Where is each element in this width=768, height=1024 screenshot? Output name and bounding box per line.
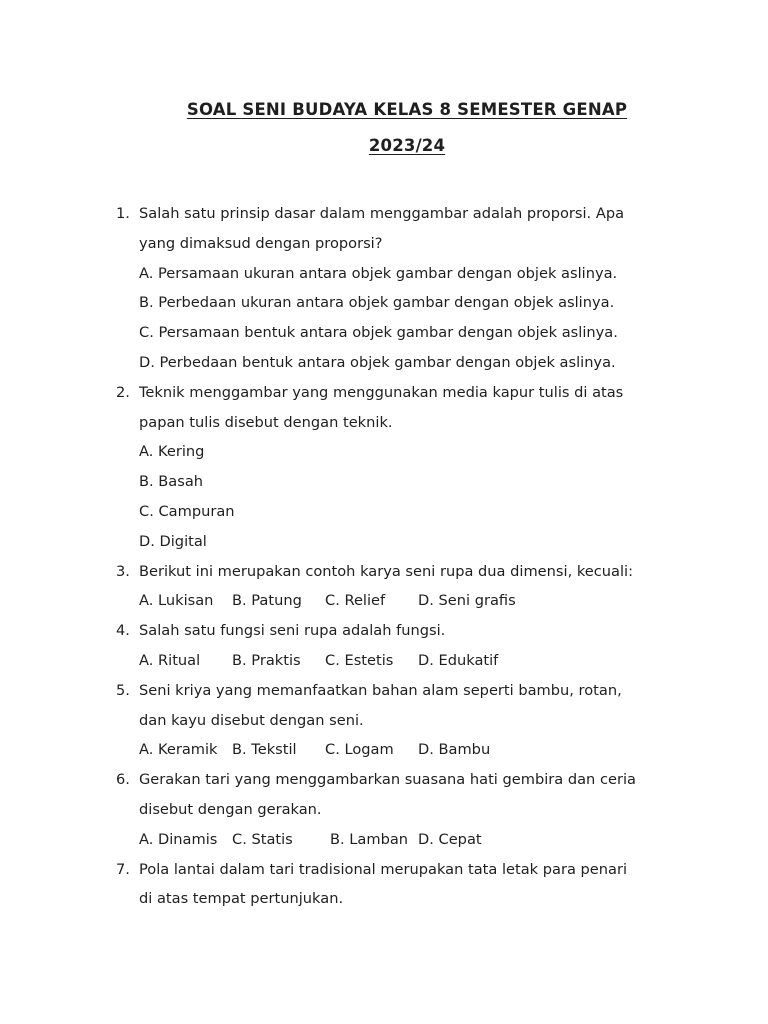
question-text: di atas tempat pertunjukan. [139,890,344,908]
answer-options-row [0,646,768,676]
question-number: 3. [116,562,130,580]
answer-options-row [0,586,768,616]
question-text: Seni kriya yang memanfaatkan bahan alam seperti bambu, rotan, [139,681,622,699]
question-6 [0,765,768,795]
document-title-year: 2023/24 [368,136,446,155]
question-text: papan tulis disebut dengan teknik. [139,413,393,431]
answer-options-row [0,735,768,765]
question-7 [0,855,768,885]
answer-option: D. Edukatif [418,651,499,669]
answer-option-line [0,318,768,348]
answer-option: D. Cepat [418,830,482,848]
question-text: Salah satu fungsi seni rupa adalah fungsi. [139,622,446,640]
answer-option: B. Perbedaan ukuran antara objek gambar dengan objek aslinya. [139,294,615,312]
question-2 [0,378,768,408]
answer-option: A. Ritual [139,651,201,669]
question-5 [0,676,768,706]
answer-option: B. Basah [139,473,204,491]
question-text: dan kayu disebut dengan seni. [139,711,364,729]
answer-option-line [0,348,768,378]
answer-option: B. Lamban [330,830,409,848]
question-number: 2. [116,383,130,401]
question-text: yang dimaksud dengan proporsi? [139,234,383,252]
answer-option: D. Perbedaan bentuk antara objek gambar dengan objek aslinya. [139,353,616,371]
question-number: 7. [116,860,130,878]
answer-options-row [0,825,768,855]
answer-option: C. Logam [325,741,394,759]
answer-option: A. Keramik [139,741,218,759]
question-text: disebut dengan gerakan. [139,800,322,818]
answer-option: B. Tekstil [232,741,297,759]
question-text: Berikut ini merupakan contoh karya seni rupa dua dimensi, kecuali: [139,562,633,580]
question-text-line [0,795,768,825]
question-text-line [0,408,768,438]
question-text: Salah satu prinsip dasar dalam menggambar adalah proporsi. Apa [139,205,625,222]
answer-option: B. Praktis [232,651,301,669]
answer-option: C. Estetis [325,651,394,669]
answer-option: B. Patung [232,592,302,610]
question-3 [0,557,768,587]
answer-option: C. Statis [232,830,293,848]
answer-option-line [0,437,768,467]
question-text-line [0,884,768,914]
answer-option-line [0,527,768,557]
question-text: Pola lantai dalam tari tradisional merupakan tata letak para penari [139,860,628,878]
answer-option: A. Persamaan ukuran antara objek gambar dengan objek aslinya. [139,264,618,282]
question-text-line [0,229,768,259]
document-title: SOAL SENI BUDAYA KELAS 8 SEMESTER GENAP [186,100,628,119]
answer-option-line [0,467,768,497]
answer-option: D. Bambu [418,741,491,759]
question-4 [0,616,768,646]
question-text: Teknik menggambar yang menggunakan media kapur tulis di atas [139,383,624,401]
answer-option: D. Digital [139,532,207,550]
answer-option-line [0,288,768,318]
answer-option: C. Persamaan bentuk antara objek gambar dengan objek aslinya. [139,324,618,342]
question-list [0,199,768,914]
question-number: 1. [116,205,130,222]
answer-option-line [0,497,768,527]
answer-option: C. Campuran [139,502,235,520]
question-text: Gerakan tari yang menggambarkan suasana hati gembira dan ceria [139,771,636,789]
answer-option-line [0,259,768,289]
question-number: 4. [116,622,130,640]
question-number: 6. [116,771,130,789]
question-number: 5. [116,681,130,699]
question-text-line [0,706,768,736]
question-1 [0,199,768,229]
answer-option: C. Relief [325,592,386,610]
answer-option: A. Kering [139,443,205,461]
answer-option: D. Seni grafis [418,592,516,610]
answer-option: A. Lukisan [139,592,214,610]
answer-option: A. Dinamis [139,830,218,848]
